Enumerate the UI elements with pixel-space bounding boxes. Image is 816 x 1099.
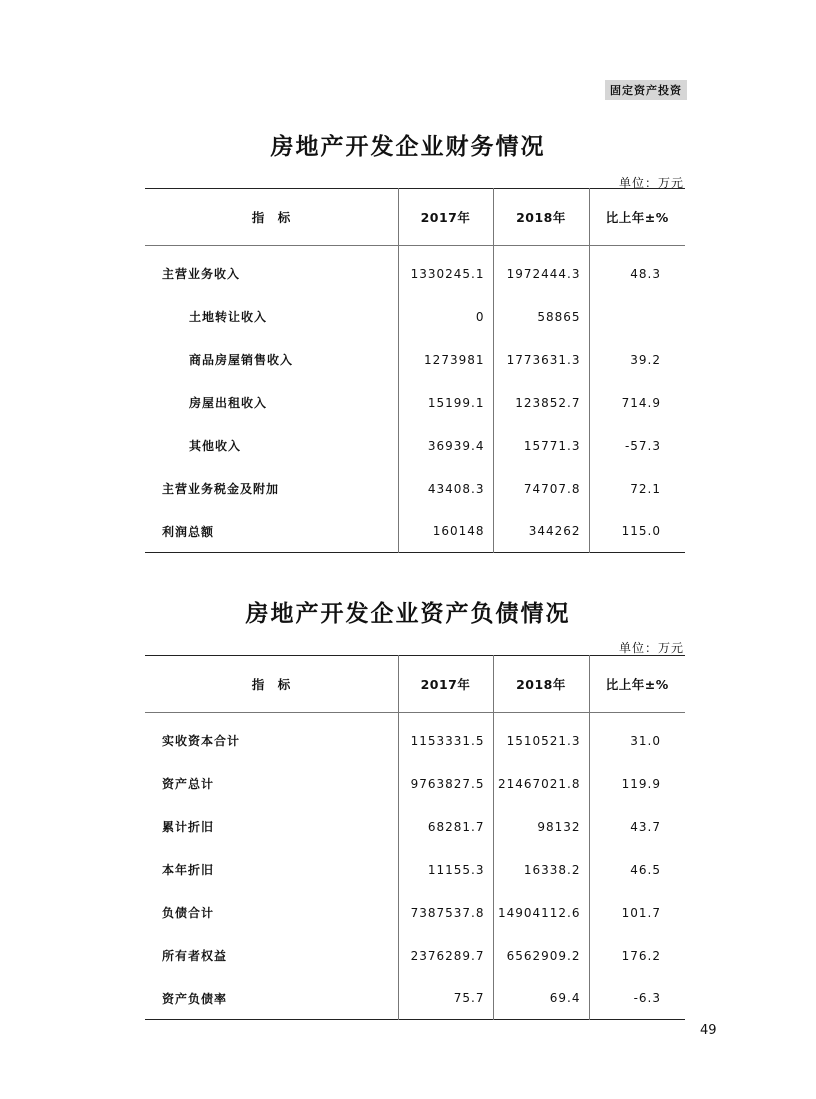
value-2018: 1510521.3 — [493, 713, 589, 763]
row-label: 负债合计 — [162, 906, 215, 920]
value-2018: 74707.8 — [493, 467, 589, 510]
value-2018: 14904112.6 — [493, 891, 589, 934]
row-label: 本年折旧 — [162, 863, 215, 877]
row-label: 商品房屋销售收入 — [189, 353, 294, 367]
header-row — [145, 189, 685, 246]
row-label: 主营业务税金及附加 — [162, 482, 280, 496]
row-label: 房屋出租收入 — [189, 396, 268, 410]
value-2017: 15199.1 — [398, 381, 493, 424]
value-2017: 75.7 — [398, 977, 493, 1020]
value-2017: 1153331.5 — [398, 713, 493, 763]
table-row — [145, 891, 685, 934]
value-2018: 16338.2 — [493, 848, 589, 891]
value-2017: 0 — [398, 295, 493, 338]
row-label: 资产总计 — [162, 777, 215, 791]
value-change: 39.2 — [589, 338, 685, 381]
table-row — [145, 977, 685, 1020]
value-2018: 21467021.8 — [493, 762, 589, 805]
value-2018: 344262 — [493, 510, 589, 553]
header-row — [145, 656, 685, 713]
table-row — [145, 713, 685, 763]
value-2017: 9763827.5 — [398, 762, 493, 805]
value-change: 46.5 — [589, 848, 685, 891]
table-row — [145, 381, 685, 424]
value-2017: 36939.4 — [398, 424, 493, 467]
table-row — [145, 424, 685, 467]
row-label: 利润总额 — [162, 524, 215, 539]
table-row — [145, 762, 685, 805]
value-2018: 69.4 — [493, 977, 589, 1020]
table-row — [145, 510, 685, 553]
value-change: 48.3 — [589, 246, 685, 296]
table-row — [145, 295, 685, 338]
value-2017: 1273981 — [398, 338, 493, 381]
value-2017: 7387537.8 — [398, 891, 493, 934]
value-change: -57.3 — [589, 424, 685, 467]
value-2017: 160148 — [398, 510, 493, 553]
value-change: 115.0 — [589, 510, 685, 553]
finance-table — [145, 188, 685, 553]
page-number: 49 — [700, 1023, 717, 1038]
value-change — [589, 295, 685, 338]
column-header-2017: 2017年 — [398, 656, 493, 713]
value-change: 72.1 — [589, 467, 685, 510]
column-header-2018: 2018年 — [493, 189, 589, 246]
row-label: 其他收入 — [189, 439, 242, 453]
value-2018: 15771.3 — [493, 424, 589, 467]
table-row — [145, 848, 685, 891]
column-header-indicator: 指 标 — [145, 189, 398, 246]
table-title-finance: 房地产开发企业财务情况 — [270, 133, 546, 160]
column-header-2018: 2018年 — [493, 656, 589, 713]
row-label: 土地转让收入 — [189, 310, 268, 324]
column-header-2017: 2017年 — [398, 189, 493, 246]
table-title-balance-sheet: 房地产开发企业资产负债情况 — [245, 600, 571, 627]
column-header-change: 比上年±% — [589, 189, 685, 246]
table-row — [145, 805, 685, 848]
value-2017: 2376289.7 — [398, 934, 493, 977]
value-change: 43.7 — [589, 805, 685, 848]
value-2017: 68281.7 — [398, 805, 493, 848]
table-row — [145, 246, 685, 296]
value-change: 714.9 — [589, 381, 685, 424]
value-2018: 98132 — [493, 805, 589, 848]
row-label: 主营业务收入 — [162, 267, 241, 281]
row-label: 累计折旧 — [162, 820, 215, 834]
unit-label: 单位：万元 — [618, 176, 684, 190]
value-change: -6.3 — [589, 977, 685, 1020]
column-header-indicator: 指 标 — [145, 656, 398, 713]
balance-sheet-table — [145, 655, 685, 1020]
column-header-change: 比上年±% — [589, 656, 685, 713]
table-row — [145, 338, 685, 381]
row-label: 所有者权益 — [162, 949, 228, 963]
value-change: 119.9 — [589, 762, 685, 805]
value-2018: 1972444.3 — [493, 246, 589, 296]
value-2018: 58865 — [493, 295, 589, 338]
value-2017: 1330245.1 — [398, 246, 493, 296]
row-label: 实收资本合计 — [162, 734, 241, 748]
value-2018: 6562909.2 — [493, 934, 589, 977]
value-2018: 1773631.3 — [493, 338, 589, 381]
section-tag: 固定资产投资 — [605, 80, 687, 100]
value-change: 31.0 — [589, 713, 685, 763]
value-change: 176.2 — [589, 934, 685, 977]
table-row — [145, 934, 685, 977]
value-2017: 11155.3 — [398, 848, 493, 891]
row-label: 资产负债率 — [162, 991, 228, 1006]
unit-label: 单位：万元 — [618, 641, 684, 655]
value-2018: 123852.7 — [493, 381, 589, 424]
value-change: 101.7 — [589, 891, 685, 934]
value-2017: 43408.3 — [398, 467, 493, 510]
table-row — [145, 467, 685, 510]
